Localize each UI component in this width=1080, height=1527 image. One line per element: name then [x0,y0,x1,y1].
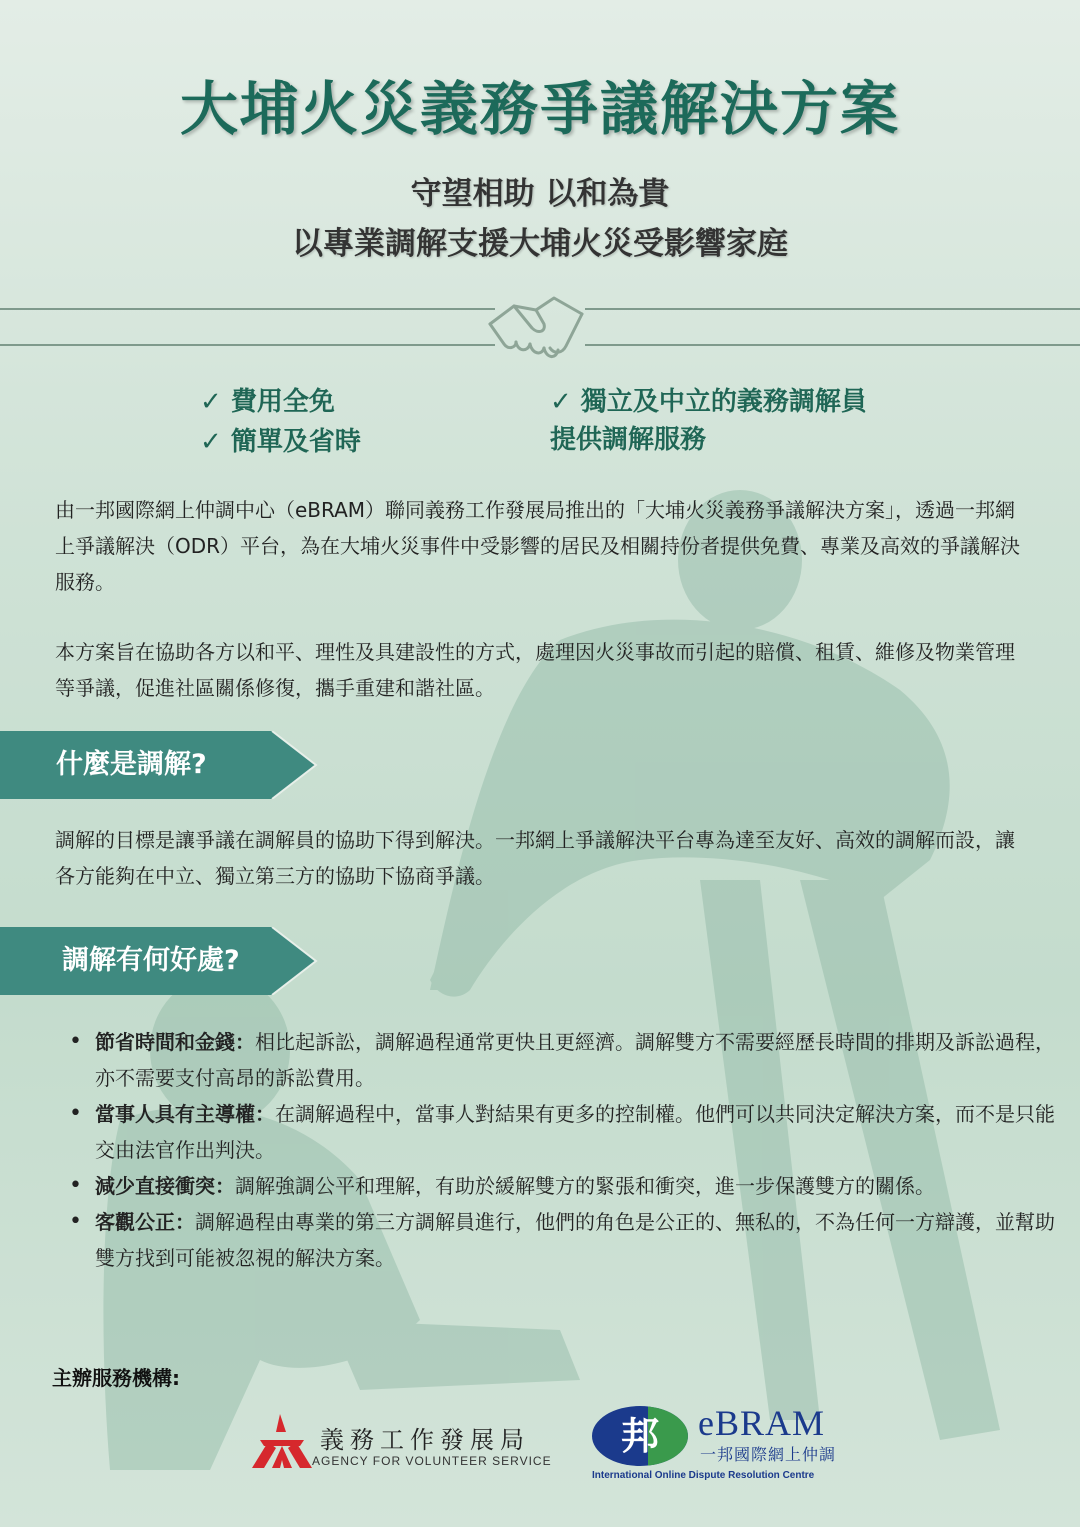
intro-paragraph: 由一邦國際網上仲調中心（eBRAM）聯同義務工作發展局推出的「大埔火災義務爭議解決方案」，透過一邦網上爭議解決（ODR）平台，為在大埔火災事件中受影響的居民及相關持份者提供免費、專業及高效的爭議解決服務。 [55,498,1021,594]
ebram-name-zh: 一邦國際網上仲調 [700,1445,837,1464]
ebram-logo [592,1402,842,1492]
aim-paragraph: 本方案旨在協助各方以和平、理性及具建設性的方式，處理因火災事故而引起的賠償、租賃、維修及物業管理等爭議，促進社區關係修復，攜手重建和諧社區。 [55,640,1015,700]
benefit-term: 減少直接衝突： [95,1174,235,1198]
benefit-text: 調解強調公平和理解，有助於緩解雙方的緊張和衝突，進一步保護雙方的關係。 [235,1174,935,1198]
avs-emblem-icon [250,1414,314,1470]
list-item [95,1204,1065,1276]
ebram-name: eBRAM [698,1403,826,1443]
ebram-tagline: International Online Dispute Resolution Centre [592,1470,815,1481]
benefit-text: 調解過程由專業的第三方調解員進行，他們的角色是公正的、無私的，不為任何一方辯護，並幫助雙方找到可能被忽視的解決方案。 [95,1210,1055,1270]
benefit-term: 客觀公正： [95,1210,195,1234]
divider-line-bottom [0,344,495,346]
subtitle-line-1: 守望相助 以和為貴 [410,176,670,212]
check-free-of-charge: ✓ 費用全免 [200,387,335,417]
check-independent-mediators: ✓ 獨立及中立的義務調解員 [550,387,867,417]
check-simple-time-saving: ✓ 簡單及省時 [200,427,361,457]
list-item [95,1024,1065,1096]
section-heading-what-is-mediation: 什麼是調解? [56,749,207,780]
benefit-text: 在調解過程中，當事人對結果有更多的控制權。他們可以共同決定解決方案，而不是只能交由法官作出判決。 [95,1102,1055,1162]
avs-name-en: AGENCY FOR VOLUNTEER SERVICE [312,1454,552,1468]
benefit-term: 當事人具有主導權： [95,1102,275,1126]
ebram-mark: 邦 [620,1414,659,1458]
section-banner-what-is-mediation [0,731,318,799]
divider-line-top [0,308,495,310]
divider-line-bottom-right [585,344,1080,346]
section1-body: 調解的目標是讓爭議在調解員的協助下得到解決。一邦網上爭議解決平台專為達至友好、高效的調解而設，讓各方能夠在中立、獨立第三方的協助下協商爭議。 [55,828,1015,888]
ebram-emblem [592,1406,688,1466]
benefit-term: 節省時間和金錢： [95,1030,255,1054]
list-item [95,1096,1065,1168]
avs-name-zh: 義務工作發展局 [320,1426,530,1454]
section-heading-benefits: 調解有何好處? [62,945,240,976]
handshake-icon [484,288,596,368]
avs-logo [250,1410,550,1480]
divider-line-top-right [585,308,1080,310]
subtitle-line-2: 以專業調解支援大埔火災受影響家庭 [292,226,788,262]
organizers-label: 主辦服務機構: [52,1366,180,1390]
section-banner-benefits [0,927,318,995]
check-mediation-service: 提供調解服務 [550,425,707,455]
benefit-text: 相比起訴訟，調解過程通常更快且更經濟。調解雙方不需要經歷長時間的排期及訴訟過程，亦不需要支付高昂的訴訟費用。 [95,1030,1055,1090]
page-title: 大埔火災義務爭議解決方案 [179,75,900,143]
benefits-list [55,1024,1065,1276]
list-item [95,1168,1065,1204]
